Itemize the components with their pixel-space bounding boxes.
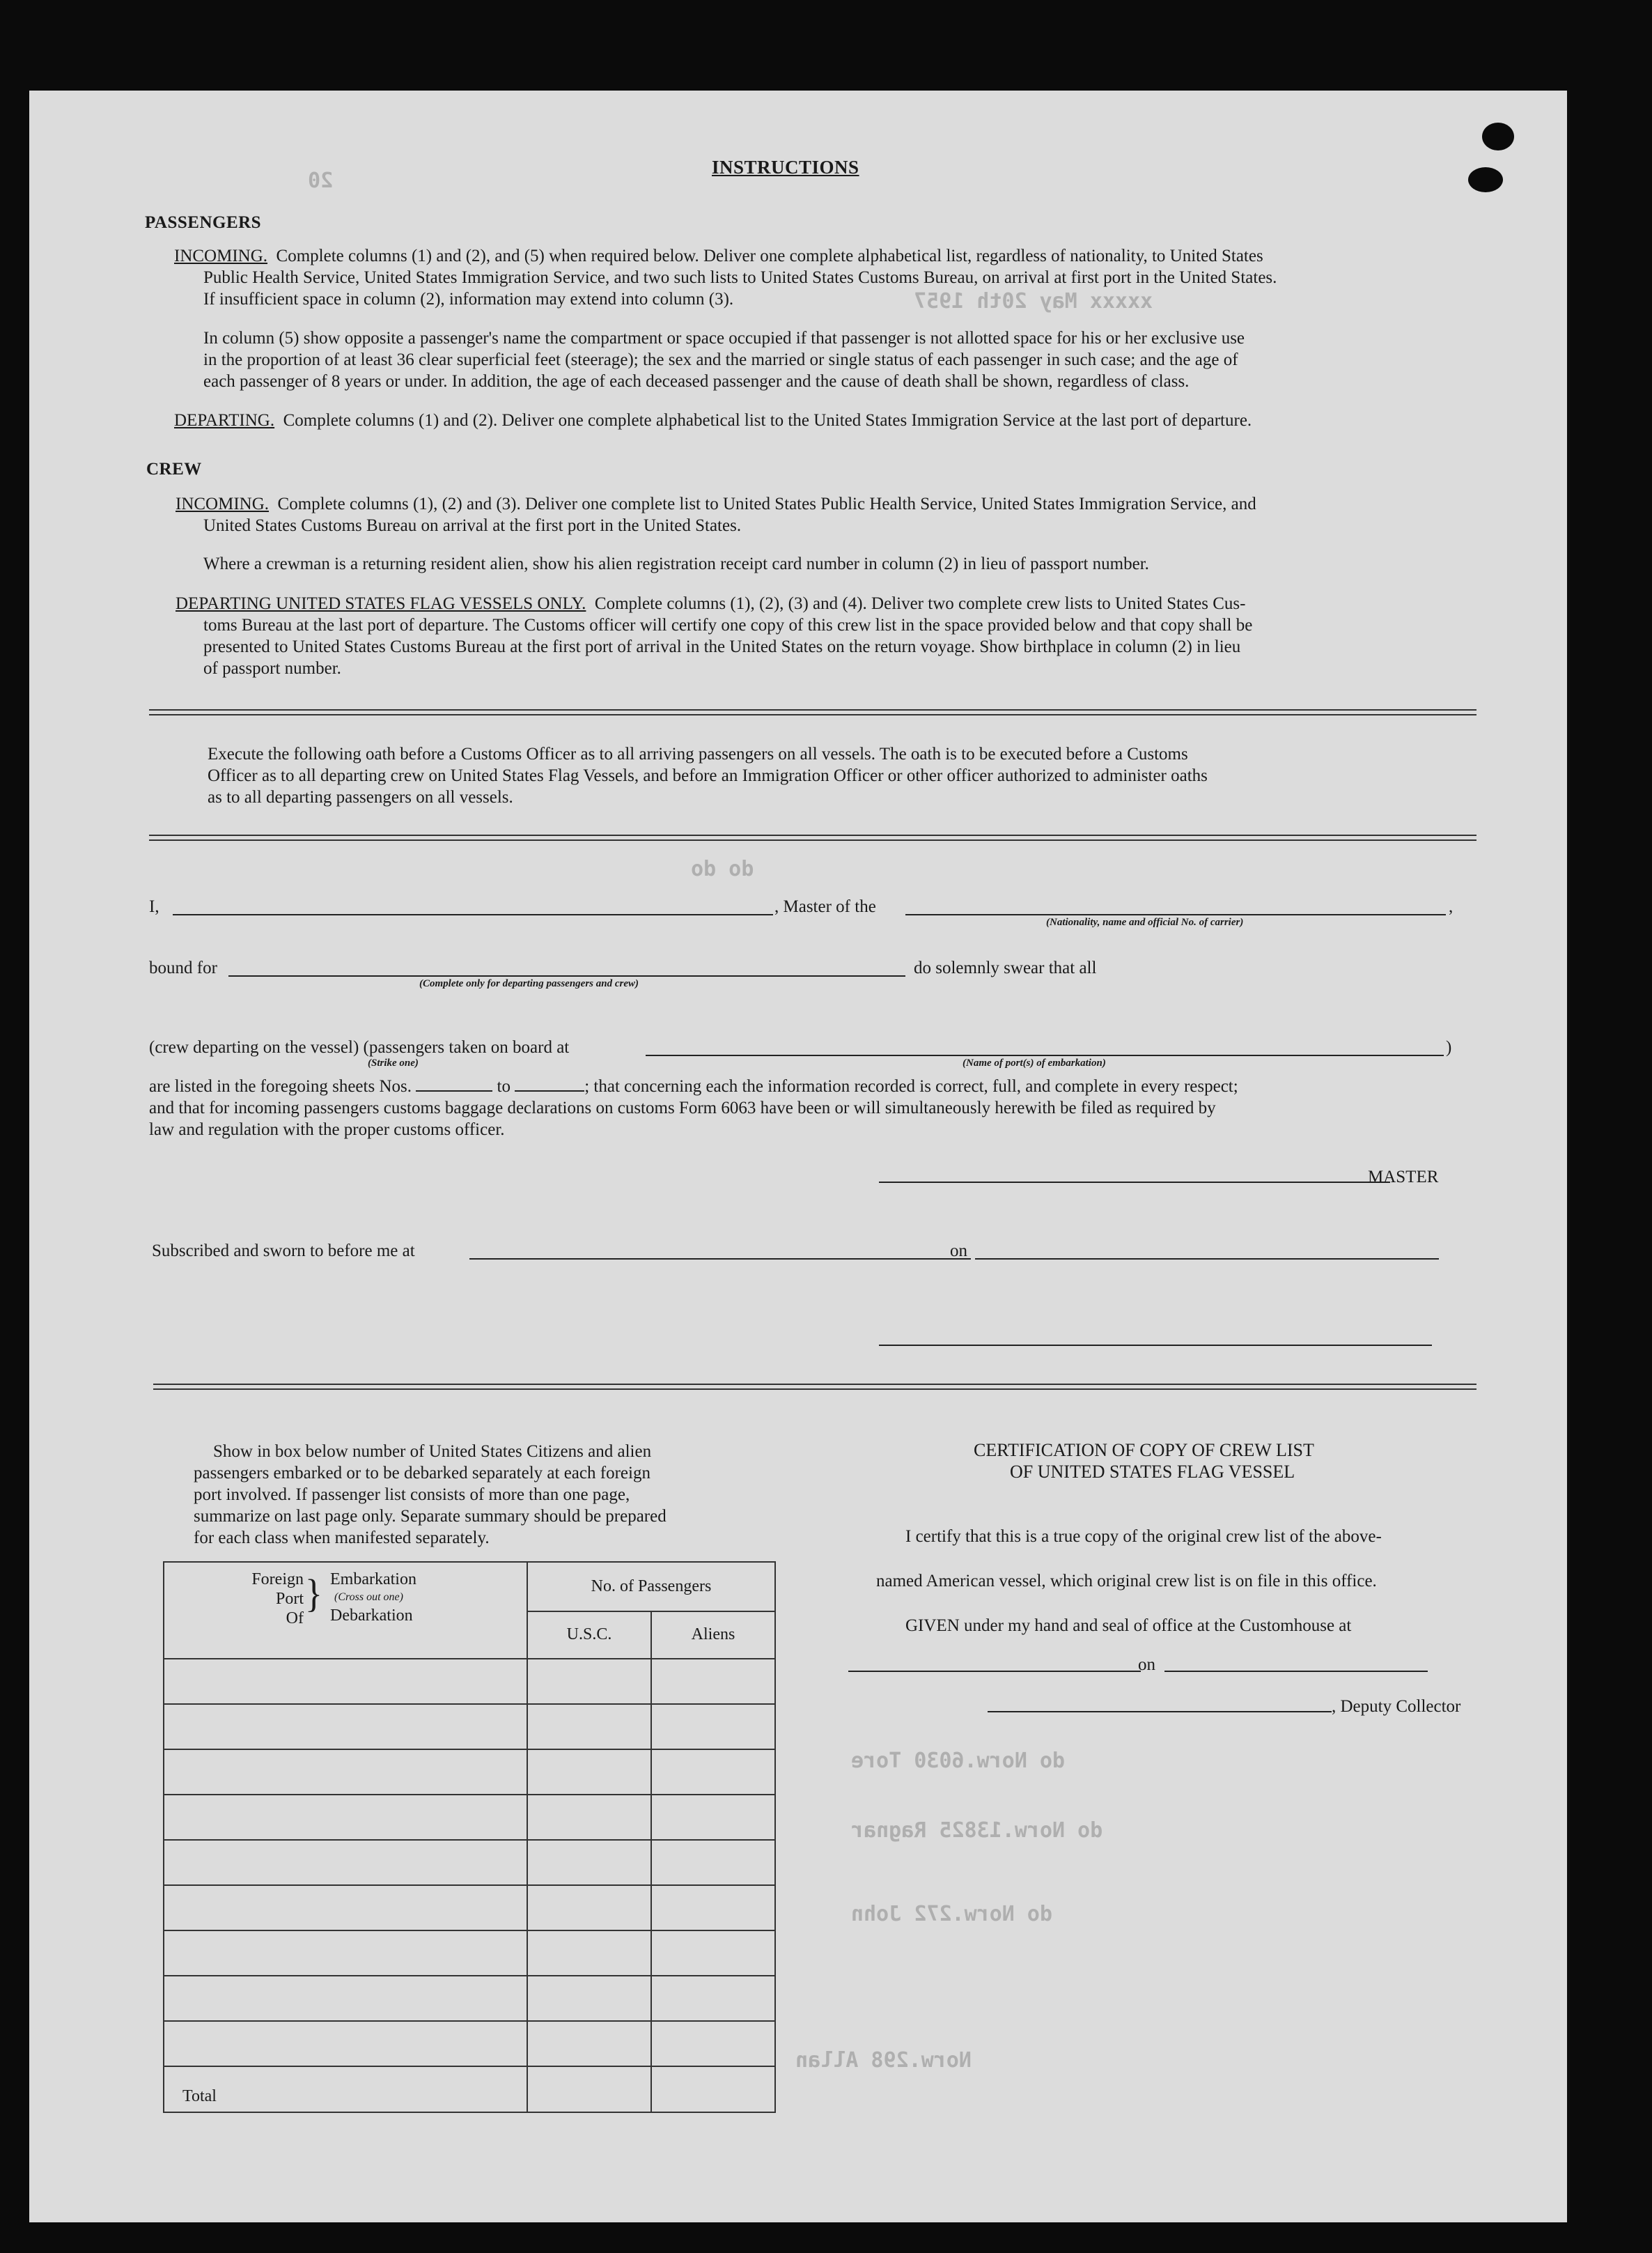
usc-cell[interactable] (527, 1930, 651, 1976)
bleed-through-artifact: do Norw.272 John (851, 1902, 1052, 1926)
table-row (164, 1840, 775, 1885)
no-of-passengers-header: No. of Passengers (527, 1562, 775, 1611)
summary-note-line1: Show in box below number of United States Citizens and alien (213, 1442, 652, 1461)
crew-resident-line: Where a crewman is a returning resident alien, show his alien registration receipt card number in column (2) in lieu of passport number. (203, 555, 1149, 573)
passengers-incoming-line3: If insufficient space in column (2), information may extend into column (3). (203, 290, 734, 309)
carrier-field[interactable] (905, 914, 1446, 915)
summary-note-line2: passengers embarked or to be debarked separately at each foreign (194, 1464, 650, 1482)
usc-cell[interactable] (527, 1704, 651, 1749)
usc-cell[interactable] (527, 1840, 651, 1885)
port-header-cell (164, 1562, 527, 1659)
port-cell[interactable] (164, 1704, 527, 1749)
bleed-through-artifact: do Norw.13825 Ragnar (851, 1818, 1103, 1843)
foreign-label: Foreign (251, 1570, 304, 1588)
listed-text-line2: and that for incoming passengers customs baggage declarations on customs Form 6063 have been or will simultaneously herewith be filed as required by (149, 1099, 1216, 1117)
crew-departing-line2: toms Bureau at the last port of departure. The Customs officer will certify one copy of this crew list in the space provided below and that copy shall be (203, 616, 1253, 635)
aliens-total-cell[interactable] (651, 2066, 775, 2112)
crew-departing-text: (crew departing on the vessel) (passengers taken on board at (149, 1038, 570, 1057)
certification-heading-1: CERTIFICATION OF COPY OF CREW LIST (974, 1440, 1314, 1460)
summary-note-line5: for each class when manifested separately. (194, 1528, 490, 1547)
port-label: Port (275, 1590, 304, 1608)
port-cell[interactable] (164, 1795, 527, 1840)
bound-for-field[interactable] (228, 975, 905, 977)
sheet-to-field[interactable] (515, 1076, 584, 1092)
table-row (164, 1930, 775, 1976)
crew-departing-line1: DEPARTING UNITED STATES FLAG VESSELS ONLY. Complete columns (1), (2), (3) and (4). Deliver two complete crew lists to United States Cus- (176, 594, 1246, 613)
trailing-comma: , (1449, 897, 1454, 916)
certification-line2: named American vessel, which original crew list is on file in this office. (876, 1572, 1377, 1590)
summary-note-line3: port involved. If passenger list consists of more than one page, (194, 1485, 630, 1504)
ports-caption: (Name of port(s) of embarkation) (963, 1058, 1106, 1069)
divider (153, 1384, 1476, 1390)
oath-i-label: I, (149, 897, 159, 916)
certification-line3: GIVEN under my hand and seal of office at the Customhouse at (905, 1616, 1352, 1635)
passengers-incoming-line2: Public Health Service, United States Immigration Service, and two such lists to United States Customs Bureau, on arrival at first port in the United States. (203, 268, 1277, 287)
aliens-cell[interactable] (651, 1840, 775, 1885)
sworn-date-field[interactable] (975, 1258, 1439, 1260)
aliens-header: Aliens (651, 1611, 775, 1659)
deputy-collector-label: , Deputy Collector (1332, 1697, 1461, 1716)
crew-incoming-label: INCOMING. (176, 495, 270, 513)
aliens-cell[interactable] (651, 1930, 775, 1976)
table-row (164, 1885, 775, 1930)
strike-one-caption: (Strike one) (368, 1058, 419, 1069)
master-name-field[interactable] (173, 914, 773, 915)
page-title: INSTRUCTIONS (712, 157, 859, 178)
oath-intro-line2: Officer as to all departing crew on United States Flag Vessels, and before an Immigration Officer or other officer authorized to administer oaths (208, 766, 1208, 785)
crew-departing-line3: presented to United States Customs Bureau at the first port of arrival in the United States on the return voyage. Show birthplace in column (2) in lieu (203, 637, 1241, 656)
of-label: Of (286, 1609, 304, 1627)
total-label: Total (164, 2066, 527, 2112)
deputy-collector-signature-field[interactable] (988, 1711, 1332, 1712)
divider (149, 835, 1476, 841)
usc-header: U.S.C. (527, 1611, 651, 1659)
close-paren: ) (1446, 1038, 1452, 1057)
bleed-through-artifact: xxxxx May 20th 1957 (914, 289, 1153, 313)
divider (149, 709, 1476, 715)
crew-incoming-line1: INCOMING. Complete columns (1), (2) and (3). Deliver one complete list to United States Public Health Service, United States Immigration Service, and (176, 495, 1256, 513)
passengers-column5-line1: In column (5) show opposite a passenger's name the compartment or space occupied if that passenger is not allotted space for his or her exclusive use (203, 329, 1245, 348)
official-signature-field[interactable] (879, 1345, 1432, 1346)
sworn-on-label: on (950, 1241, 967, 1260)
subscribed-label: Subscribed and sworn to before me at (152, 1241, 415, 1260)
usc-total-cell[interactable] (527, 2066, 651, 2112)
master-of-label: , Master of the (774, 897, 876, 916)
usc-cell[interactable] (527, 1795, 651, 1840)
passengers-departing-line: DEPARTING. Complete columns (1) and (2). Deliver one complete alphabetical list to the United States Immigration Service at the last port of departure. (174, 411, 1252, 430)
aliens-cell[interactable] (651, 1749, 775, 1795)
master-label: MASTER (1368, 1168, 1439, 1186)
debarkation-label: Debarkation (330, 1606, 413, 1625)
aliens-cell[interactable] (651, 2021, 775, 2066)
passengers-incoming-label: INCOMING. (174, 247, 268, 265)
usc-cell[interactable] (527, 2021, 651, 2066)
bleed-through-artifact: Norw.298 Allan (795, 2048, 972, 2073)
listed-text-line3: law and regulation with the proper customs officer. (149, 1120, 505, 1139)
table-row (164, 1704, 775, 1749)
bleed-through-artifact: do do (691, 857, 754, 881)
port-cell[interactable] (164, 1749, 527, 1795)
port-cell[interactable] (164, 1659, 527, 1704)
bleed-through-artifact: 20 (308, 169, 334, 193)
sworn-place-field[interactable] (469, 1258, 971, 1260)
crew-departing-line4: of passport number. (203, 659, 341, 678)
ink-blot (1468, 167, 1503, 192)
table-row (164, 1795, 775, 1840)
certification-line1: I certify that this is a true copy of the original crew list of the above- (905, 1527, 1382, 1546)
ink-blot (1482, 123, 1514, 150)
port-cell[interactable] (164, 1976, 527, 2021)
table-row (164, 2021, 775, 2066)
usc-cell[interactable] (527, 1885, 651, 1930)
summary-note-line4: summarize on last page only. Separate summary should be prepared (194, 1507, 667, 1526)
port-cell[interactable] (164, 1930, 527, 1976)
table-row (164, 1659, 775, 1704)
aliens-cell[interactable] (651, 1659, 775, 1704)
total-row (164, 2066, 775, 2112)
bound-for-label: bound for (149, 959, 217, 977)
passengers-heading: PASSENGERS (145, 213, 262, 232)
embarkation-label: Embarkation (330, 1570, 416, 1588)
passenger-summary-table (163, 1561, 776, 2113)
certification-heading-2: OF UNITED STATES FLAG VESSEL (1010, 1462, 1295, 1482)
table-row (164, 1976, 775, 2021)
passengers-incoming-line1: INCOMING. Complete columns (1) and (2), and (5) when required below. Deliver one complete alphabetical list, regardless of nationality, to United States (174, 247, 1263, 265)
aliens-cell[interactable] (651, 1795, 775, 1840)
port-cell[interactable] (164, 1885, 527, 1930)
usc-cell[interactable] (527, 1659, 651, 1704)
nationality-caption: (Nationality, name and official No. of carrier) (1046, 917, 1244, 928)
aliens-cell[interactable] (651, 1885, 775, 1930)
certification-on-label: on (1138, 1655, 1155, 1674)
certification-date-field[interactable] (1164, 1671, 1428, 1672)
swear-text: do solemnly swear that all (914, 959, 1097, 977)
oath-intro-line1: Execute the following oath before a Customs Officer as to all arriving passengers on all vessels. The oath is to be executed before a Customs (208, 745, 1188, 764)
port-cell[interactable] (164, 1840, 527, 1885)
table-row (164, 1749, 775, 1795)
cross-out-label: (Cross out one) (334, 1591, 403, 1603)
sheet-from-field[interactable] (416, 1076, 492, 1092)
crew-incoming-line2: United States Customs Bureau on arrival at the first port in the United States. (203, 516, 742, 535)
listed-text-line1: are listed in the foregoing sheets Nos. to ; that concerning each the information recorded is correct, full, and complete in every respect; (149, 1077, 1238, 1096)
oath-intro-line3: as to all departing passengers on all vessels. (208, 788, 513, 807)
passengers-column5-line3: each passenger of 8 years or under. In addition, the age of each deceased passenger and the cause of death shall be shown, regardless of class. (203, 372, 1190, 391)
usc-cell[interactable] (527, 1749, 651, 1795)
crew-heading: CREW (146, 460, 202, 479)
port-cell[interactable] (164, 2021, 527, 2066)
brace-icon: } (305, 1572, 322, 1616)
bleed-through-artifact: do Norw.6030 Tore (851, 1749, 1066, 1773)
master-signature-field[interactable] (879, 1182, 1390, 1183)
aliens-cell[interactable] (651, 1704, 775, 1749)
usc-cell[interactable] (527, 1976, 651, 2021)
form-sheet (29, 91, 1567, 2222)
passengers-column5-line2: in the proportion of at least 36 clear superficial feet (steerage); the sex and the married or single status of each passenger in such case; and the age of (203, 350, 1238, 369)
embarkation-ports-field[interactable] (646, 1055, 1444, 1056)
crew-departing-label: DEPARTING UNITED STATES FLAG VESSELS ONLY. (176, 594, 586, 613)
passengers-departing-label: DEPARTING. (174, 411, 275, 430)
aliens-cell[interactable] (651, 1976, 775, 2021)
complete-only-caption: (Complete only for departing passengers and crew) (419, 978, 639, 989)
customhouse-field[interactable] (848, 1671, 1141, 1672)
